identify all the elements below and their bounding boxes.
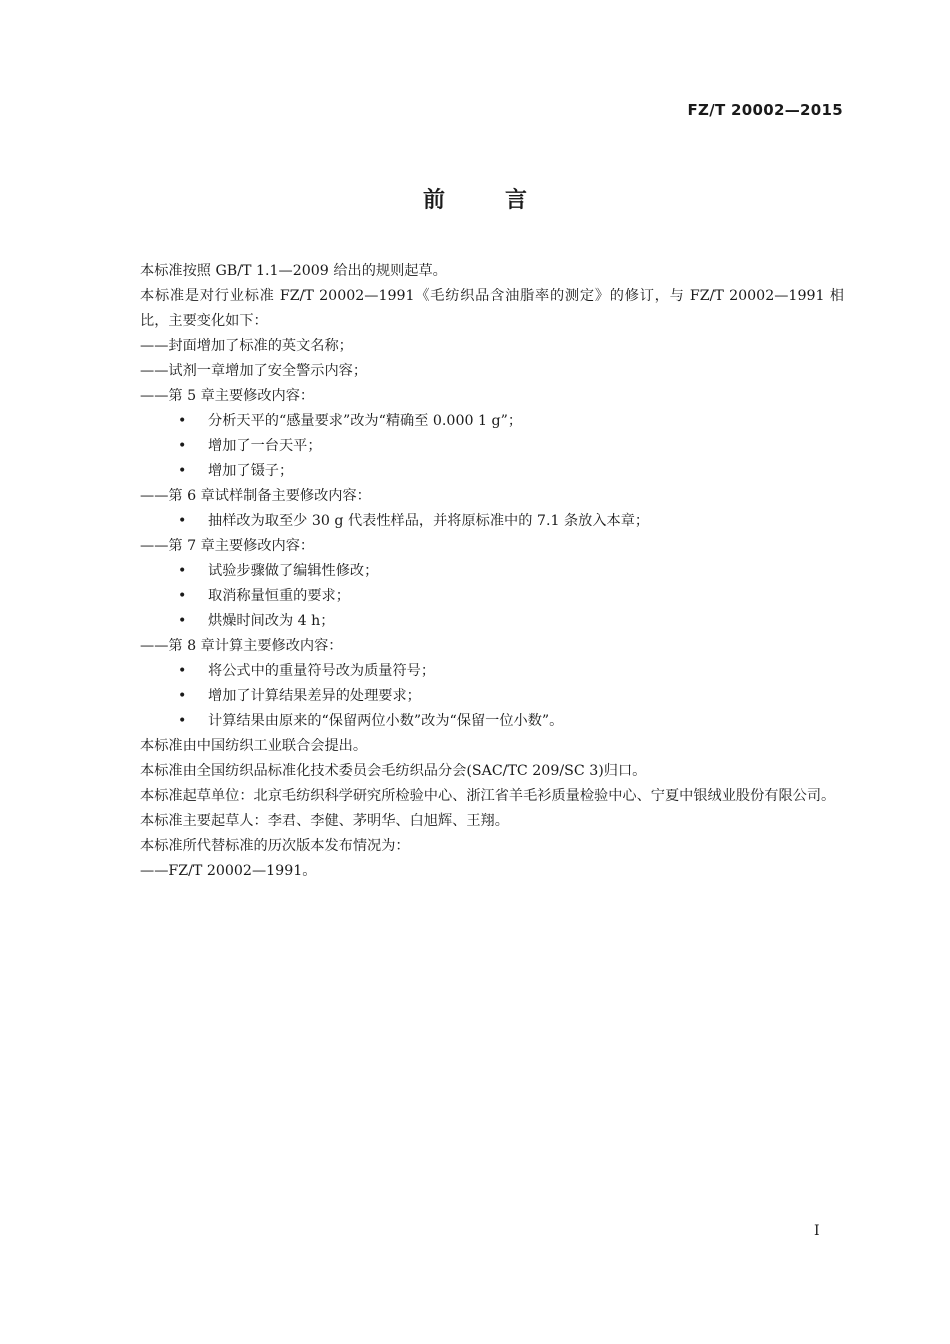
paragraph: 本标准起草单位：北京毛纺织科学研究所检验中心、浙江省羊毛衫质量检验中心、宁夏中银绒业股份有限公司。 [140, 788, 836, 804]
bullet-text: 增加了计算结果差异的处理要求； [208, 688, 421, 704]
bullet-dot: • [178, 413, 187, 429]
bullet-text: 试验步骤做了编辑性修改； [208, 563, 379, 579]
change-item: ——第 5 章主要修改内容： [140, 388, 315, 404]
paragraph: 本标准是对行业标准 FZ/T 20002—1991《毛纺织品含油脂率的测定》的修订，与 FZ/T 20002—1991 相比，主要变化如下： [140, 288, 844, 329]
change-item: ——第 7 章主要修改内容： [140, 538, 315, 554]
bullet-text: 取消称量恒重的要求； [208, 588, 350, 604]
bullet-item [108, 609, 844, 634]
paragraph: 本标准所代替标准的历次版本发布情况为： [140, 838, 410, 854]
paragraph: 本标准由中国纺织工业联合会提出。 [140, 738, 368, 754]
bullet-item [108, 659, 844, 684]
bullet-text: 烘燥时间改为 4 h； [208, 613, 335, 629]
bullet-item [108, 584, 844, 609]
bullet-item [108, 459, 844, 484]
bullet-dot: • [178, 613, 187, 629]
bullet-text: 抽样改为取至少 30 g 代表性样品，并将原标准中的 7.1 条放入本章； [208, 513, 650, 529]
page-title: 前言 [422, 188, 587, 213]
change-item: ——第 6 章试样制备主要修改内容： [140, 488, 371, 504]
bullet-dot: • [178, 588, 187, 604]
bullet-dot: • [178, 438, 187, 454]
change-item: ——试剂一章增加了安全警示内容； [140, 363, 368, 379]
standard-code: FZ/T 20002—2015 [687, 101, 843, 119]
change-item: ——FZ/T 20002—1991。 [140, 863, 317, 879]
bullet-dot: • [178, 463, 187, 479]
change-item: ——第 8 章计算主要修改内容： [140, 638, 343, 654]
paragraph: 本标准主要起草人：李君、李健、茅明华、白旭辉、王翔。 [140, 813, 509, 829]
bullet-item [108, 709, 844, 734]
paragraph: 本标准按照 GB/T 1.1—2009 给出的规则起草。 [140, 263, 447, 279]
bullet-dot: • [178, 688, 187, 704]
bullet-text: 增加了一台天平； [208, 438, 322, 454]
bullet-text: 增加了镊子； [208, 463, 294, 479]
bullet-item [108, 434, 844, 459]
bullet-text: 计算结果由原来的“保留两位小数”改为“保留一位小数”。 [208, 713, 564, 729]
change-item: ——封面增加了标准的英文名称； [140, 338, 353, 354]
paragraph: 本标准由全国纺织品标准化技术委员会毛纺织品分会(SAC/TC 209/SC 3)归口。 [140, 763, 647, 779]
bullet-item [108, 559, 844, 584]
bullet-item [108, 409, 844, 434]
bullet-item [108, 684, 844, 709]
bullet-dot: • [178, 713, 187, 729]
bullet-item [108, 509, 844, 534]
foreword-body [108, 259, 844, 884]
bullet-dot: • [178, 563, 187, 579]
bullet-text: 分析天平的“感量要求”改为“精确至 0.000 1 g”； [208, 413, 523, 429]
page-number: I [814, 1223, 820, 1239]
bullet-dot: • [178, 663, 187, 679]
bullet-text: 将公式中的重量符号改为质量符号； [208, 663, 436, 679]
bullet-dot: • [178, 513, 187, 529]
